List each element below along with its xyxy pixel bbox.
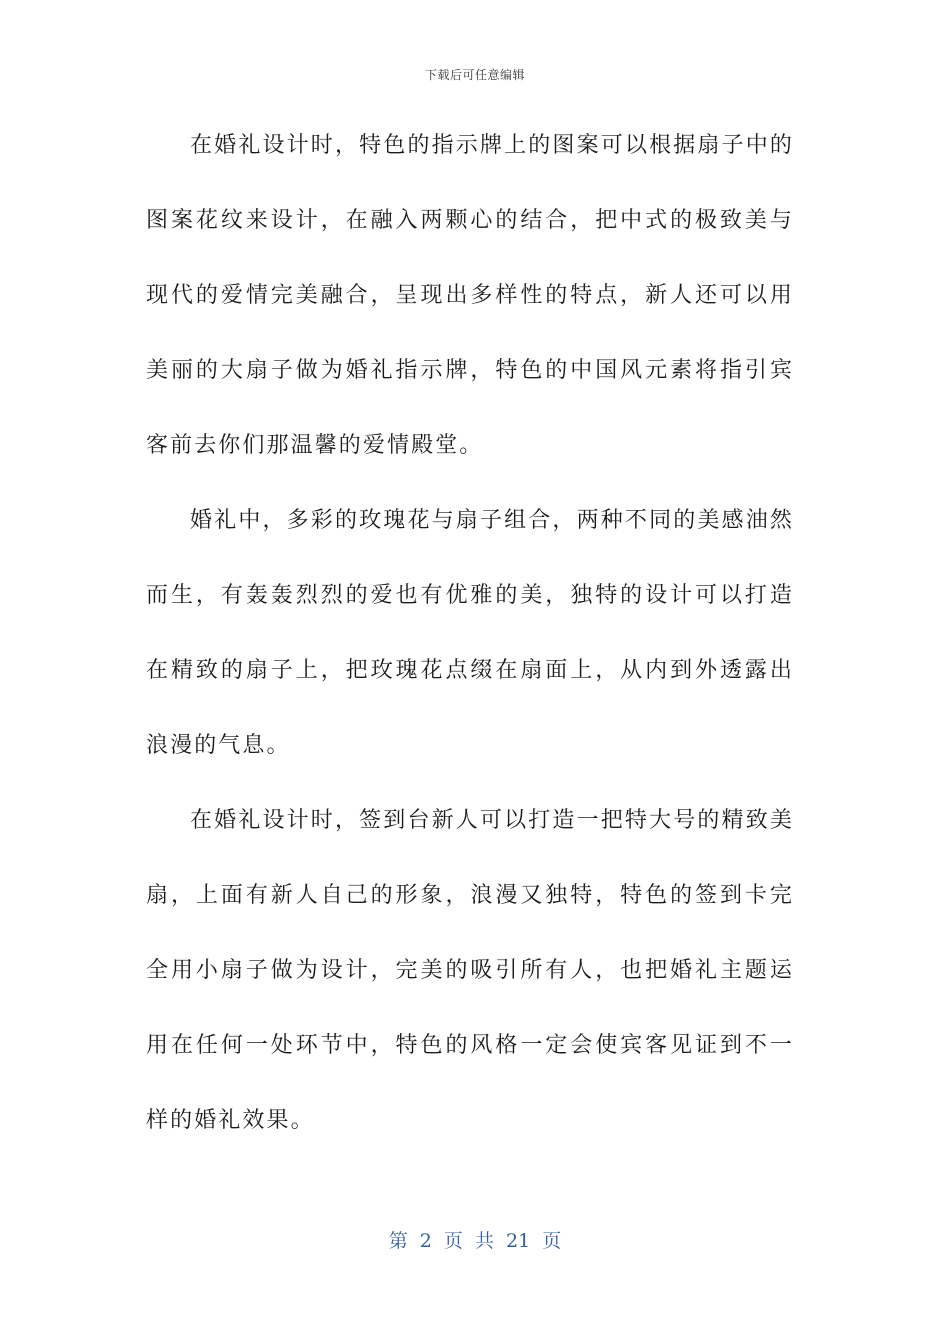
page-number-footer: 第 2 页 共 21 页 [388, 1230, 562, 1252]
document-body [146, 108, 794, 1158]
paragraph-1: 在婚礼设计时，特色的指示牌上的图案可以根据扇子中的图案花纹来设计，在融入两颗心的结合，把中式的极致美与现代的爱情完美融合，呈现出多样性的特点，新人还可以用美丽的大扇子做为婚礼指示牌，特色的中国风元素将指引宾客前去你们那温馨的爱情殿堂。 [146, 133, 794, 458]
page-header: 下载后可任意编辑 [424, 68, 525, 82]
paragraph-2: 婚礼中，多彩的玫瑰花与扇子组合，两种不同的美感油然而生，有轰轰烈烈的爱也有优雅的美，独特的设计可以打造在精致的扇子上，把玫瑰花点缀在扇面上，从内到外透露出浪漫的气息。 [146, 508, 794, 758]
paragraph-3: 在婚礼设计时，签到台新人可以打造一把特大号的精致美扇，上面有新人自己的形象，浪漫又独特，特色的签到卡完全用小扇子做为设计，完美的吸引所有人，也把婚礼主题运用在任何一处环节中，特色的风格一定会使宾客见证到不一样的婚礼效果。 [146, 808, 794, 1133]
